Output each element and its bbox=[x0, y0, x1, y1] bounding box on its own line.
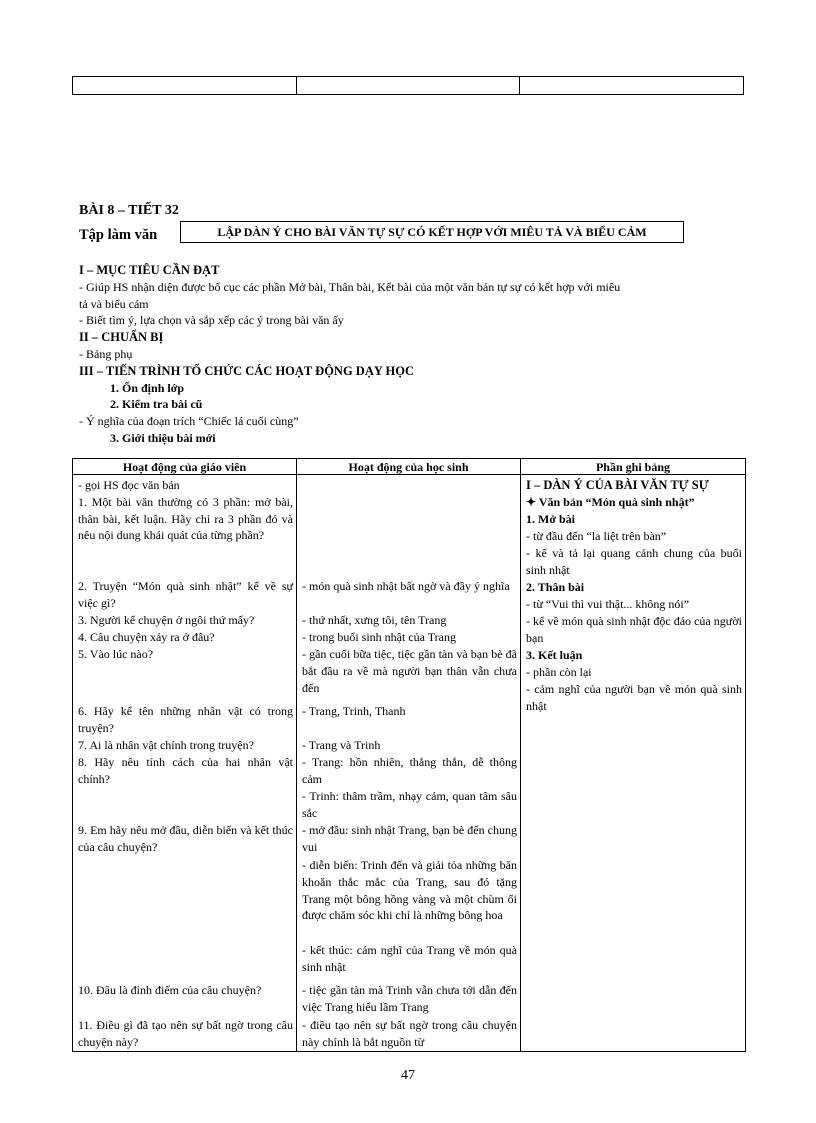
teacher-question: 6. Hãy kể tên những nhân vật có trong truyện? bbox=[78, 704, 293, 735]
board-column bbox=[521, 475, 746, 1052]
objective-line: - Giúp HS nhận diện được bố cục các phần Mở bài, Thân bài, Kết bài của một văn bản tự sự có kết hợp với miêu bbox=[79, 279, 621, 294]
lesson-body bbox=[79, 262, 745, 447]
objective-line: tả và biểu cảm bbox=[79, 296, 149, 311]
teacher-question: - gọi HS đọc văn bản 1. Một bài văn thường có 3 phần: mở bài, thân bài, kết luận. Hãy chỉ ra 3 phần đó và nêu nội dung khái quát của từng phần? bbox=[78, 478, 293, 543]
procedure-step-1: 1. Ổn định lớp bbox=[110, 380, 185, 395]
teacher-question: 7. Ai là nhân vật chính trong truyện? bbox=[78, 738, 254, 752]
procedure-step-3: 3. Giới thiệu bài mới bbox=[110, 430, 216, 445]
board-line: - cảm nghĩ của người bạn về món quà sinh nhật bbox=[526, 682, 742, 713]
student-answer: - điều tạo nên sự bất ngờ trong câu chuyện này chính là bắt nguồn từ bbox=[302, 1018, 517, 1049]
procedure-step-2: 2. Kiểm tra bài cũ bbox=[110, 397, 203, 412]
subject-label: Tập làm văn bbox=[79, 227, 158, 243]
board-part-3: 3. Kết luận bbox=[526, 648, 583, 662]
board-text-title: ✦ Văn bản “Món quà sinh nhật” bbox=[526, 495, 695, 509]
student-answer: - Trang, Trinh, Thanh bbox=[302, 704, 406, 718]
teacher-question: 10. Đâu là đỉnh điểm của câu chuyện? bbox=[78, 983, 262, 997]
board-line: - từ “Vui thì vui thật... không nói” bbox=[526, 597, 690, 611]
lesson-title: LẬP DÀN Ý CHO BÀI VĂN TỰ SỰ CÓ KẾT HỢP VỚI MIÊU TẢ VÀ BIỂU CẢM bbox=[180, 221, 684, 243]
section-heading-procedure: III – TIẾN TRÌNH TỔ CHỨC CÁC HOẠT ĐỘNG DẠY HỌC bbox=[79, 363, 415, 378]
student-answer: - gần cuối bữa tiệc, tiệc gần tàn và bạn bè đã bắt đầu ra về mà người bạn thân vẫn chưa đến bbox=[302, 647, 517, 695]
student-answer: - thứ nhất, xưng tôi, tên Trang bbox=[302, 613, 447, 627]
student-answer: - Trang và Trinh bbox=[302, 738, 381, 752]
teacher-question: 4. Câu chuyện xảy ra ở đâu? bbox=[78, 630, 215, 644]
column-header-board: Phần ghi bảng bbox=[521, 459, 746, 475]
teacher-question: 8. Hãy nêu tính cách của hai nhân vật chính? bbox=[78, 755, 293, 786]
board-part-2: 2. Thân bài bbox=[526, 580, 585, 594]
student-answer: - trong buổi sinh nhật của Trang bbox=[302, 630, 456, 644]
board-line: - phần còn lại bbox=[526, 665, 592, 679]
student-answer: - Trinh: thâm trầm, nhạy cảm, quan tâm sâu sắc bbox=[302, 789, 517, 820]
column-header-student: Hoạt động của học sinh bbox=[297, 459, 521, 475]
student-answer: - Trang: hồn nhiên, thẳng thắn, dễ thông cảm bbox=[302, 755, 517, 786]
procedure-line: - Ý nghĩa của đoạn trích “Chiếc lá cuối cùng” bbox=[79, 414, 299, 429]
header-cell-1 bbox=[73, 77, 297, 95]
board-line: - kể về món quà sinh nhật độc đáo của người bạn bbox=[526, 614, 742, 645]
preparation-line: - Bảng phụ bbox=[79, 346, 133, 361]
page-number: 47 bbox=[401, 1068, 415, 1083]
teacher-question: 2. Truyện “Món quà sinh nhật” kể về sự việc gì? bbox=[78, 579, 293, 610]
column-header-teacher: Hoạt động của giáo viên bbox=[73, 459, 297, 475]
header-cell-2 bbox=[296, 77, 520, 95]
board-heading: I – DÀN Ý CỦA BÀI VĂN TỰ SỰ bbox=[526, 478, 709, 492]
teacher-question: 9. Em hãy nêu mở đầu, diễn biến và kết thúc của câu chuyện? bbox=[78, 823, 293, 854]
header-table bbox=[72, 76, 744, 95]
board-line: - kể và tả lại quang cảnh chung của buổi sinh nhật bbox=[526, 546, 742, 577]
board-part-1: 1. Mở bài bbox=[526, 512, 575, 526]
section-heading-preparation: II – CHUẨN BỊ bbox=[79, 330, 164, 345]
student-answer: - tiệc gần tàn mà Trinh vẫn chưa tới dẫn đến việc Trang hiểu lầm Trang bbox=[302, 983, 517, 1014]
teacher-question: 5. Vào lúc nào? bbox=[78, 647, 154, 661]
teacher-question: 3. Người kể chuyện ở ngôi thứ mấy? bbox=[78, 613, 255, 627]
student-answer: - món quà sinh nhật bất ngờ và đầy ý nghĩa bbox=[302, 579, 510, 593]
section-heading-objectives: I – MỤC TIÊU CẦN ĐẠT bbox=[79, 263, 220, 277]
student-answer: - diễn biến: Trinh đến và giải tỏa những băn khoăn thắc mắc của Trang, sau đó tặng Trang một bông hồng vàng và một chùm ổi được chăm sóc khi chỉ là những bông hoa bbox=[302, 858, 517, 923]
teacher-column bbox=[73, 475, 297, 1052]
student-answer: - mở đầu: sinh nhật Trang, bạn bè đến chung vui bbox=[302, 823, 517, 854]
student-answer: - kết thúc: cảm nghĩ của Trang về món quà sinh nhật bbox=[302, 943, 517, 974]
activity-table bbox=[72, 458, 746, 1052]
board-line: - từ đầu đến “la liệt trên bàn” bbox=[526, 529, 667, 543]
lesson-number: BÀI 8 – TIẾT 32 bbox=[79, 203, 179, 218]
teacher-question: 11. Điều gì đã tạo nên sự bất ngờ trong câu chuyện này? bbox=[78, 1018, 293, 1049]
student-column bbox=[297, 475, 521, 1052]
objective-line: - Biết tìm ý, lựa chọn và sắp xếp các ý trong bài văn ấy bbox=[79, 313, 344, 328]
header-cell-3 bbox=[520, 77, 744, 95]
